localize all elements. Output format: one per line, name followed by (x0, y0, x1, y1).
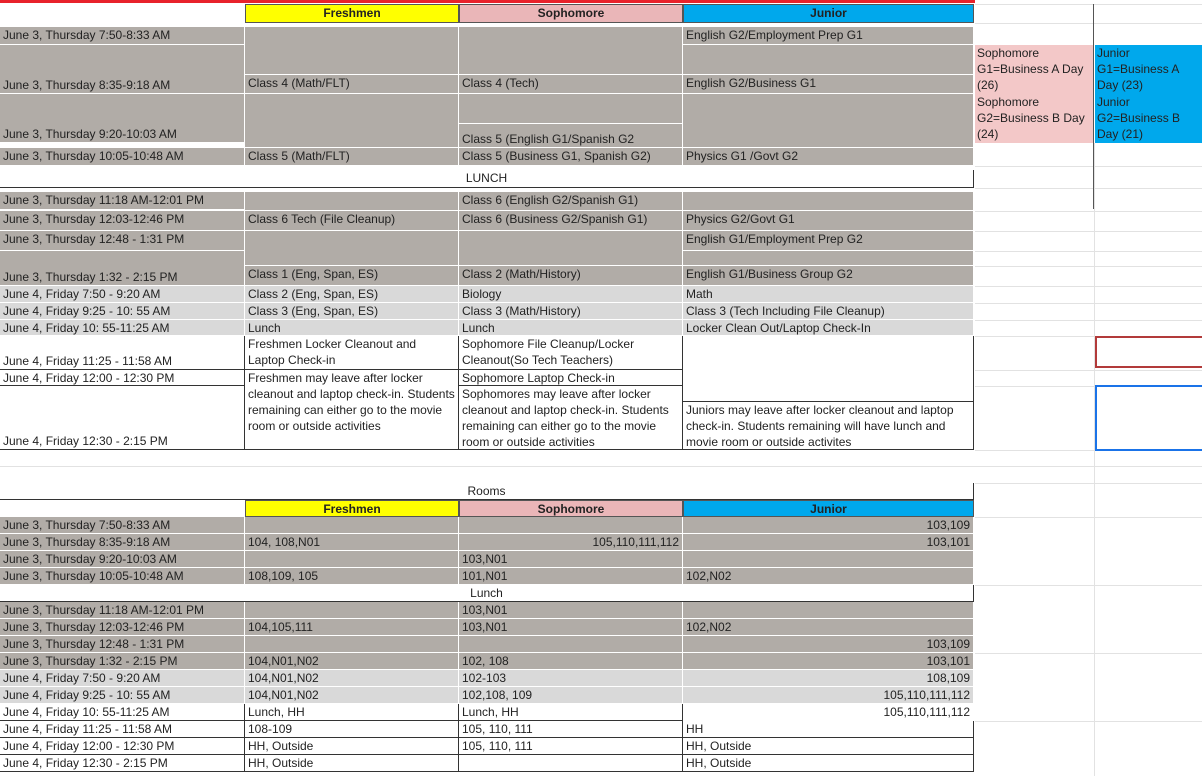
grid-line (975, 166, 1202, 167)
sophomore-cell[interactable]: Sophomore File Cleanup/Locker Cleanout(So Tech Teachers) (459, 336, 683, 370)
rooms-sophomore-cell[interactable]: 102-103 (459, 670, 683, 687)
key-junior-g2[interactable]: Junior G2=Business B Day (21) (1095, 94, 1202, 143)
sophomore-cell[interactable]: Sophomores may leave after locker cleanout and laptop check-in. Students remaining can either go to the movie room or outside activities (459, 386, 683, 450)
grid-line (975, 188, 1202, 189)
rooms-sophomore-cell[interactable]: 103,N01 (459, 602, 683, 619)
rooms-sophomore-cell[interactable]: 101,N01 (459, 568, 683, 585)
time-cell[interactable]: June 3, Thursday 7:50-8:33 AM (0, 27, 245, 45)
grid-line (975, 266, 1202, 267)
junior-cell[interactable] (683, 45, 974, 75)
time-cell[interactable]: June 3, Thursday 12:03-12:46 PM (0, 211, 245, 231)
rooms-title[interactable]: Rooms (0, 483, 974, 500)
junior-cell[interactable]: Locker Clean Out/Laptop Check-In (683, 320, 974, 336)
junior-cell[interactable]: English G2/Business G1 (683, 75, 974, 94)
grid-line (975, 231, 1202, 232)
rooms-junior-cell[interactable]: 103,109 (683, 636, 974, 653)
time-cell[interactable]: June 4, Friday 11:25 - 11:58 AM (0, 336, 245, 370)
freshmen-cell[interactable]: Class 4 (Math/FLT) (245, 75, 459, 94)
rooms-time-cell[interactable]: June 3, Thursday 8:35-9:18 AM (0, 534, 245, 551)
time-cell[interactable]: June 4, Friday 9:25 - 10: 55 AM (0, 303, 245, 320)
rooms-time-cell[interactable]: June 3, Thursday 11:18 AM-12:01 PM (0, 602, 245, 619)
rooms-freshmen-cell[interactable]: HH, Outside (245, 755, 459, 772)
rooms-freshmen-cell[interactable]: 108,109, 105 (245, 568, 459, 585)
grid-line (975, 23, 1202, 24)
grid-line (975, 721, 1202, 722)
junior-cell[interactable]: English G2/Employment Prep G1 (683, 27, 974, 45)
freshmen-cell[interactable]: Class 2 (Eng, Span, ES) (245, 286, 459, 303)
freshmen-cell[interactable]: Freshmen Locker Cleanout and Laptop Check-in (245, 336, 459, 370)
junior-cell[interactable]: Math (683, 286, 974, 303)
grid-line (975, 483, 1202, 484)
grid-line (975, 211, 1202, 212)
grid-line (975, 4, 1202, 5)
key-sophomore-g1[interactable]: Sophomore G1=Business A Day (26) (975, 45, 1093, 94)
column-divider (1093, 4, 1094, 209)
rooms-time-cell[interactable]: June 3, Thursday 10:05-10:48 AM (0, 568, 245, 585)
freshmen-cell[interactable] (245, 27, 459, 75)
sophomore-cell[interactable] (459, 231, 683, 266)
time-cell[interactable]: June 3, Thursday 1:32 - 2:15 PM (0, 251, 245, 286)
rooms-time-cell[interactable]: June 3, Thursday 1:32 - 2:15 PM (0, 653, 245, 670)
rooms-junior-cell[interactable] (683, 551, 974, 568)
sophomore-cell[interactable]: Sophomore Laptop Check-in (459, 370, 683, 386)
freshmen-cell[interactable]: Lunch (245, 320, 459, 336)
header-freshmen[interactable]: Freshmen (245, 4, 459, 23)
grid-line (975, 303, 1202, 304)
rooms-time-cell[interactable]: June 3, Thursday 12:48 - 1:31 PM (0, 636, 245, 653)
rooms-freshmen-cell[interactable]: 104,N01,N02 (245, 687, 459, 704)
rooms-sophomore-cell[interactable]: 105, 110, 111 (459, 721, 683, 738)
junior-cell[interactable] (683, 251, 974, 266)
rooms-sophomore-cell[interactable]: 102, 108 (459, 653, 683, 670)
time-cell[interactable]: June 3, Thursday 12:48 - 1:31 PM (0, 231, 245, 251)
rooms-time-cell[interactable]: June 3, Thursday 9:20-10:03 AM (0, 551, 245, 568)
junior-cell[interactable] (683, 192, 974, 211)
grid-line (975, 251, 1202, 252)
rooms-time-cell[interactable]: June 3, Thursday 7:50-8:33 AM (0, 517, 245, 534)
rooms-time-cell[interactable]: June 4, Friday 12:30 - 2:15 PM (0, 755, 245, 772)
time-cell[interactable]: June 3, Thursday 9:20-10:03 AM (0, 94, 245, 143)
grid-line (975, 517, 1202, 518)
sophomore-cell[interactable]: Class 6 (English G2/Spanish G1) (459, 192, 683, 211)
time-cell[interactable]: June 3, Thursday 8:35-9:18 AM (0, 45, 245, 94)
grid-line (975, 286, 1202, 287)
rooms-junior-cell[interactable]: 103,101 (683, 534, 974, 551)
freshmen-cell[interactable]: Class 6 Tech (File Cleanup) (245, 211, 459, 231)
sophomore-cell[interactable]: Class 2 (Math/History) (459, 266, 683, 286)
time-cell[interactable]: June 4, Friday 12:00 - 12:30 PM (0, 370, 245, 386)
freshmen-cell[interactable] (245, 94, 459, 148)
rooms-header-junior[interactable]: Junior (683, 500, 974, 517)
junior-cell[interactable]: Juniors may leave after locker cleanout and laptop check-in. Students remaining will have lunch and movie room or outside activites (683, 402, 974, 450)
freshmen-cell[interactable]: Class 1 (Eng, Span, ES) (245, 266, 459, 286)
grid-line (975, 320, 1202, 321)
rooms-header-sophomore[interactable]: Sophomore (459, 500, 683, 517)
rooms-freshmen-cell[interactable] (245, 517, 459, 534)
rooms-freshmen-cell[interactable] (245, 551, 459, 568)
rooms-junior-cell[interactable]: 105,110,111,112 (683, 704, 974, 721)
rooms-freshmen-cell[interactable]: 104,N01,N02 (245, 670, 459, 687)
key-sophomore-g2[interactable]: Sophomore G2=Business B Day (24) (975, 94, 1093, 143)
sophomore-cell[interactable]: Class 6 (Business G2/Spanish G1) (459, 211, 683, 231)
freshmen-cell[interactable]: Freshmen may leave after locker cleanout and laptop check-in. Students remaining can either go to the movie room or outside activities (245, 370, 459, 450)
sophomore-cell[interactable]: Class 5 (Business G1, Spanish G2) (459, 148, 683, 166)
top-red-line (0, 0, 975, 3)
sophomore-cell[interactable]: Class 3 (Math/History) (459, 303, 683, 320)
rooms-time-cell[interactable]: June 4, Friday 7:50 - 9:20 AM (0, 670, 245, 687)
sophomore-cell[interactable]: Biology (459, 286, 683, 303)
rooms-freshmen-cell[interactable]: 104,105,111 (245, 619, 459, 636)
red-selection-box[interactable] (1095, 336, 1202, 368)
rooms-time-cell[interactable]: June 4, Friday 12:00 - 12:30 PM (0, 738, 245, 755)
blue-selection-box[interactable] (1095, 385, 1202, 451)
time-cell[interactable]: June 3, Thursday 10:05-10:48 AM (0, 148, 245, 166)
sophomore-cell[interactable]: Class 4 (Tech) (459, 75, 683, 94)
rooms-freshmen-cell[interactable]: 108-109 (245, 721, 459, 738)
junior-cell[interactable] (683, 94, 974, 148)
time-cell[interactable]: June 4, Friday 12:30 - 2:15 PM (0, 386, 245, 450)
rooms-freshmen-cell[interactable] (245, 636, 459, 653)
header-junior[interactable]: Junior (683, 4, 974, 23)
junior-cell[interactable] (683, 336, 974, 402)
rooms-freshmen-cell[interactable]: HH, Outside (245, 738, 459, 755)
rooms-time-cell[interactable]: June 3, Thursday 12:03-12:46 PM (0, 619, 245, 636)
sophomore-cell[interactable]: Lunch (459, 320, 683, 336)
rooms-header-freshmen[interactable]: Freshmen (245, 500, 459, 517)
sophomore-cell[interactable] (459, 27, 683, 75)
junior-cell[interactable]: English G1/Business Group G2 (683, 266, 974, 286)
junior-cell[interactable]: English G1/Employment Prep G2 (683, 231, 974, 251)
junior-cell[interactable]: Physics G2/Govt G1 (683, 211, 974, 231)
rooms-junior-cell[interactable]: HH, Outside (683, 755, 974, 772)
freshmen-cell[interactable]: Class 5 (Math/FLT) (245, 148, 459, 166)
freshmen-cell[interactable] (245, 192, 459, 211)
rooms-sophomore-cell[interactable]: 102,108, 109 (459, 687, 683, 704)
rooms-time-cell[interactable]: June 4, Friday 11:25 - 11:58 AM (0, 721, 245, 738)
rooms-junior-cell[interactable]: HH (683, 721, 974, 738)
sophomore-cell[interactable] (459, 94, 683, 124)
rooms-sophomore-cell[interactable] (459, 755, 683, 772)
rooms-sophomore-cell[interactable]: 105, 110, 111 (459, 738, 683, 755)
rooms-sophomore-cell[interactable]: Lunch, HH (459, 704, 683, 721)
rooms-freshmen-cell[interactable]: 104, 108,N01 (245, 534, 459, 551)
header-sophomore[interactable]: Sophomore (459, 4, 683, 23)
rooms-freshmen-cell[interactable]: Lunch, HH (245, 704, 459, 721)
grid-line (975, 653, 1202, 654)
corner-cell[interactable] (0, 4, 245, 23)
rooms-junior-cell[interactable]: 108,109 (683, 670, 974, 687)
rooms-freshmen-cell[interactable]: 104,N01,N02 (245, 653, 459, 670)
rooms-junior-cell[interactable]: 103,109 (683, 517, 974, 534)
grid-line (0, 466, 1202, 467)
key-junior-g1[interactable]: Junior G1=Business A Day (23) (1095, 45, 1202, 94)
rooms-lunch-row[interactable]: Lunch (0, 585, 974, 602)
freshmen-cell[interactable]: Class 3 (Eng, Span, ES) (245, 303, 459, 320)
rooms-junior-cell[interactable]: 102,N02 (683, 568, 974, 585)
rooms-sophomore-cell[interactable] (459, 517, 683, 534)
time-cell[interactable]: June 4, Friday 10: 55-11:25 AM (0, 320, 245, 336)
junior-cell[interactable]: Physics G1 /Govt G2 (683, 148, 974, 166)
time-cell[interactable]: June 3, Thursday 11:18 AM-12:01 PM (0, 192, 245, 210)
rooms-junior-cell[interactable]: 103,101 (683, 653, 974, 670)
junior-cell[interactable]: Class 3 (Tech Including File Cleanup) (683, 303, 974, 320)
time-cell[interactable]: June 4, Friday 7:50 - 9:20 AM (0, 286, 245, 303)
rooms-junior-cell[interactable]: 105,110,111,112 (683, 687, 974, 704)
rooms-sophomore-cell[interactable]: 103,N01 (459, 551, 683, 568)
rooms-junior-cell[interactable]: HH, Outside (683, 738, 974, 755)
rooms-corner-cell[interactable] (0, 500, 245, 517)
sophomore-cell[interactable]: Class 5 (English G1/Spanish G2 (459, 124, 683, 148)
rooms-freshmen-cell[interactable] (245, 602, 459, 619)
grid-line (975, 585, 1202, 586)
grid-line (1094, 143, 1095, 776)
lunch-row[interactable]: LUNCH (0, 170, 974, 188)
freshmen-cell[interactable] (245, 231, 459, 266)
rooms-junior-cell[interactable]: 102,N02 (683, 619, 974, 636)
rooms-junior-cell[interactable] (683, 602, 974, 619)
rooms-sophomore-cell[interactable]: 103,N01 (459, 619, 683, 636)
rooms-sophomore-cell[interactable] (459, 636, 683, 653)
rooms-time-cell[interactable]: June 4, Friday 9:25 - 10: 55 AM (0, 687, 245, 704)
grid-line (975, 370, 1202, 371)
rooms-sophomore-cell[interactable]: 105,110,111,112 (459, 534, 683, 551)
rooms-time-cell[interactable]: June 4, Friday 10: 55-11:25 AM (0, 704, 245, 721)
